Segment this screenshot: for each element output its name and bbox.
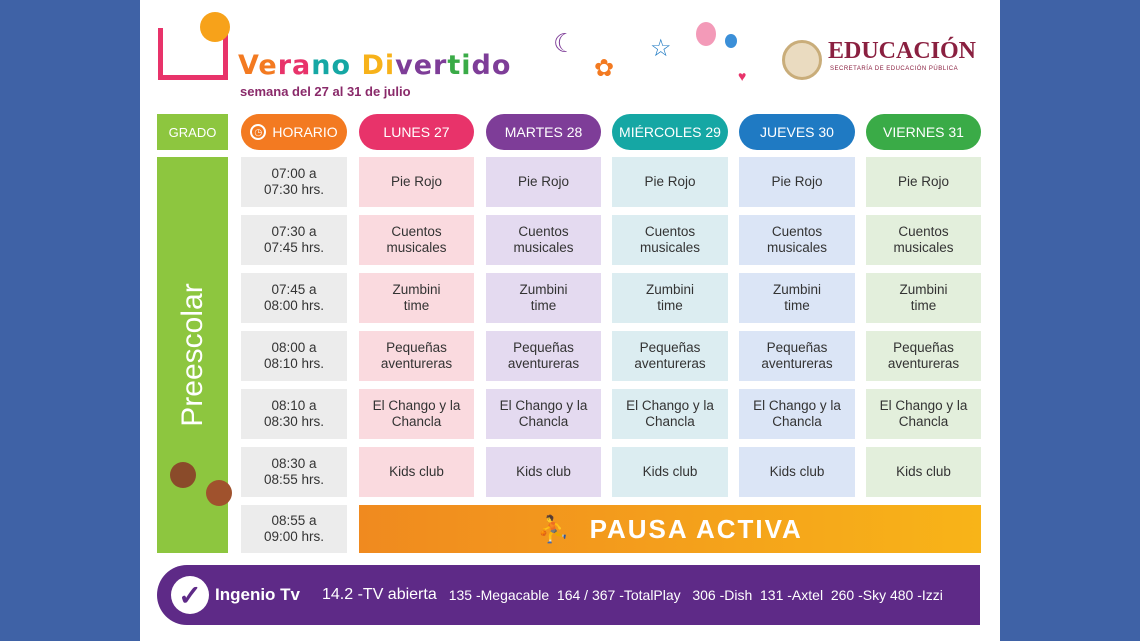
pausa-activa-banner	[359, 505, 981, 553]
activity-cell: Pie Rojo	[359, 157, 474, 207]
horario-label: HORARIO	[272, 124, 338, 140]
activity-cell: Kids club	[612, 447, 728, 497]
title-segment: ti	[447, 50, 472, 81]
moon-icon: ☾	[553, 28, 577, 58]
activity-cell: Pie Rojo	[739, 157, 855, 207]
horario-header	[241, 114, 347, 150]
flower-icon: ✿	[594, 55, 615, 82]
title-segment: ver	[395, 50, 448, 81]
day-header: MARTES 28	[486, 114, 601, 150]
footer-channels-bar	[157, 565, 980, 625]
channel-list: 135 -Megacable 164 / 367 -TotalPlay 306 -Dish 131 -Axtel 260 -Sky 480 -Izzi	[448, 587, 943, 603]
activity-cell: Kids club	[866, 447, 981, 497]
activity-cell: Pie Rojo	[486, 157, 601, 207]
time-cell: 08:30 a 08:55 hrs.	[241, 447, 347, 497]
education-logo-sub: SECRETARÍA DE EDUCACIÓN PÚBLICA	[830, 66, 959, 72]
activity-cell: Cuentos musicales	[359, 215, 474, 265]
activity-cell: El Chango y la Chancla	[866, 389, 981, 439]
title-segment: Di	[361, 50, 396, 81]
clock-icon: ◷	[250, 124, 266, 140]
pausa-label: PAUSA ACTIVA	[589, 513, 803, 544]
kids-illustration	[206, 480, 232, 506]
week-subtitle: semana del 27 al 31 de julio	[240, 84, 411, 99]
activity-cell: Kids club	[359, 447, 474, 497]
time-cell: 08:10 a 08:30 hrs.	[241, 389, 347, 439]
title-segment: no	[311, 50, 362, 81]
activity-cell: Zumbini time	[486, 273, 601, 323]
activity-cell: Zumbini time	[739, 273, 855, 323]
brand-label: Ingenio Tv	[215, 585, 300, 604]
activity-cell: El Chango y la Chancla	[359, 389, 474, 439]
title-segment: Ve	[238, 50, 278, 81]
kids-illustration	[170, 462, 196, 488]
exercise-icon: ⛹	[537, 513, 572, 544]
title-segment: do	[471, 50, 512, 81]
activity-cell: Pie Rojo	[866, 157, 981, 207]
app-title	[238, 50, 511, 81]
sun-icon	[200, 12, 230, 42]
time-cell: 08:55 a 09:00 hrs.	[241, 505, 347, 553]
balloon-icon	[725, 34, 737, 48]
activity-cell: Zumbini time	[866, 273, 981, 323]
time-cell: 07:45 a 08:00 hrs.	[241, 273, 347, 323]
time-cell: 08:00 a 08:10 hrs.	[241, 331, 347, 381]
activity-cell: Pequeñas aventureras	[612, 331, 728, 381]
seal-icon	[782, 40, 822, 80]
day-header: JUEVES 30	[739, 114, 855, 150]
main-channel: 14.2 -TV abierta	[322, 586, 437, 603]
time-cell: 07:00 a 07:30 hrs.	[241, 157, 347, 207]
activity-cell: Zumbini time	[359, 273, 474, 323]
activity-cell: Pequeñas aventureras	[359, 331, 474, 381]
activity-cell: El Chango y la Chancla	[486, 389, 601, 439]
balloon-icon	[696, 22, 716, 46]
activity-cell: Pequeñas aventureras	[866, 331, 981, 381]
activity-cell: El Chango y la Chancla	[612, 389, 728, 439]
day-header: VIERNES 31	[866, 114, 981, 150]
title-segment: ra	[277, 50, 312, 81]
activity-cell: Pie Rojo	[612, 157, 728, 207]
grado-header: GRADO	[157, 114, 228, 150]
day-header: LUNES 27	[359, 114, 474, 150]
time-cell: 07:30 a 07:45 hrs.	[241, 215, 347, 265]
activity-cell: Cuentos musicales	[866, 215, 981, 265]
day-header: MIÉRCOLES 29	[612, 114, 728, 150]
activity-cell: Kids club	[486, 447, 601, 497]
activity-cell: El Chango y la Chancla	[739, 389, 855, 439]
activity-cell: Zumbini time	[612, 273, 728, 323]
activity-cell: Pequeñas aventureras	[739, 331, 855, 381]
activity-cell: Kids club	[739, 447, 855, 497]
activity-cell: Cuentos musicales	[612, 215, 728, 265]
activity-cell: Cuentos musicales	[739, 215, 855, 265]
activity-cell: Pequeñas aventureras	[486, 331, 601, 381]
activity-cell: Cuentos musicales	[486, 215, 601, 265]
star-icon: ☆	[650, 35, 672, 62]
heart-icon: ♥	[738, 68, 747, 84]
grade-label: Preescolar	[175, 283, 209, 427]
education-logo: EDUCACIÓN	[828, 38, 977, 64]
check-icon: ✓	[171, 576, 209, 614]
